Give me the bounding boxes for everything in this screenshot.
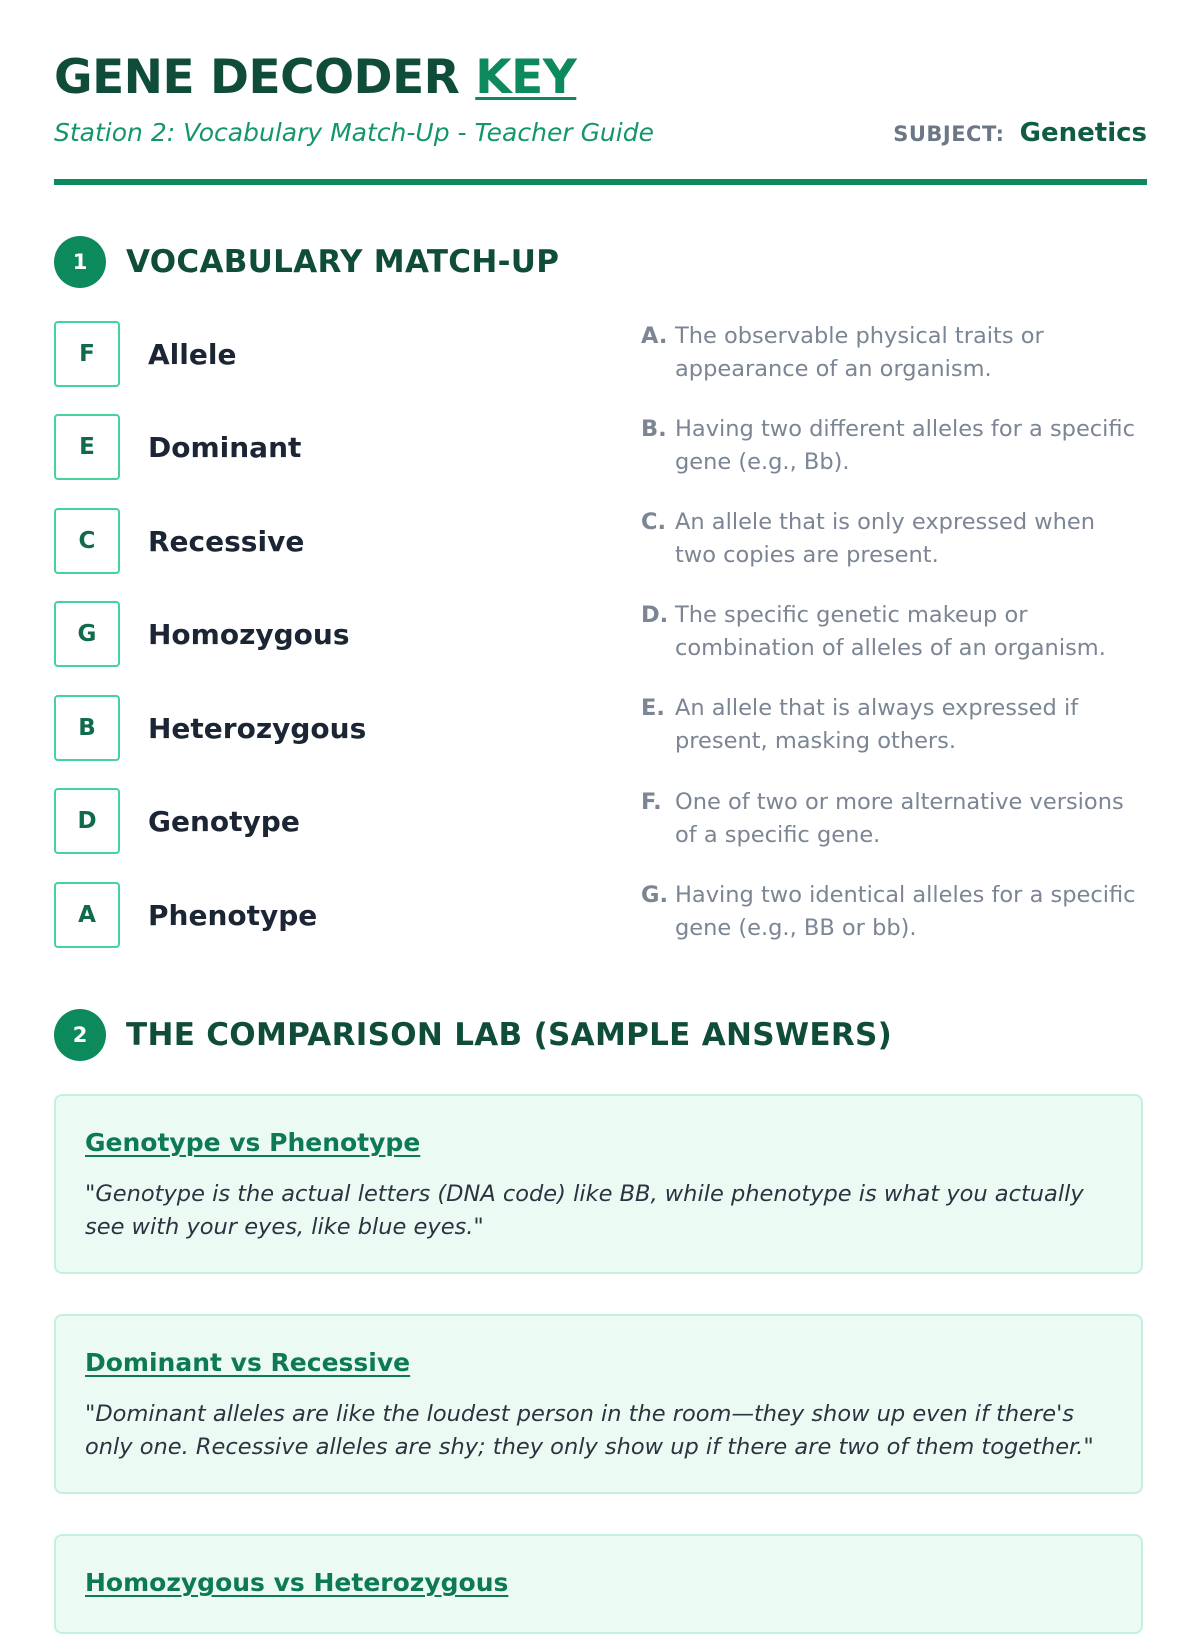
definition-text: An allele that is always expressed if present, masking others. [675,695,1079,754]
section-title: VOCABULARY MATCH-UP [126,244,560,280]
subject-field [893,118,1147,148]
comparison-title: Genotype vs Phenotype [85,1128,421,1157]
answer-box[interactable]: C [54,508,120,574]
term-label: Dominant [148,430,302,464]
comparison-card [54,1314,1143,1494]
term-row [54,601,350,667]
term-row [54,414,301,480]
definition-letter: A. [641,323,668,349]
definition-text: Having two different alleles for a specific gene (e.g., Bb). [675,416,1135,475]
definition-text: One of two or more alternative versions of a specific gene. [675,789,1124,848]
worksheet-page [54,0,1147,1597]
section-1-heading [54,235,559,289]
term-row [54,882,317,948]
term-row [54,788,300,854]
comparison-title: Dominant vs Recessive [85,1348,411,1377]
document-header [54,0,1147,186]
definition-letter: D. [641,602,669,628]
sample-answer: "Genotype is the actual letters (DNA code) like BB, while phenotype is what you actually see with your eyes, like blue eyes." [85,1181,1084,1240]
term-label: Phenotype [148,898,318,932]
sample-answer: "Dominant alleles are like the loudest person in the room—they show up even if there's only one. Recessive alleles are shy; they only show up if there are two of them together." [85,1401,1094,1460]
definition-letter: C. [641,509,667,535]
term-label: Recessive [148,524,305,558]
term-label: Homozygous [148,617,350,651]
definition-item [641,599,1141,665]
comparison-card [54,1534,1143,1634]
section-title: THE COMPARISON LAB (SAMPLE ANSWERS) [126,1017,893,1053]
definition-letter: B. [641,416,667,442]
term-row [54,695,366,761]
definition-item [641,413,1141,479]
document-title [54,50,576,105]
definition-letter: G. [641,882,669,908]
term-row [54,508,304,574]
subject-value: Genetics [1019,118,1147,148]
definition-text: The observable physical traits or appearance of an organism. [675,323,1044,382]
subject-label: SUBJECT: [893,122,1005,146]
definition-letter: E. [641,695,665,721]
definition-text: The specific genetic makeup or combination of alleles of an organism. [675,602,1106,661]
document-subtitle: Station 2: Vocabulary Match-Up - Teacher Guide [54,118,654,147]
term-label: Genotype [148,804,300,838]
answer-box[interactable]: F [54,321,120,387]
term-label: Allele [148,337,237,371]
definition-item [641,879,1141,945]
answer-box[interactable]: G [54,601,120,667]
title-key-word: KEY [475,50,577,105]
definition-text: An allele that is only expressed when two copies are present. [675,509,1096,568]
term-row [54,321,236,387]
answer-box[interactable]: B [54,695,120,761]
definition-item [641,506,1141,572]
section-2-heading [54,1008,892,1062]
definition-letter: F. [641,789,662,815]
definition-text: Having two identical alleles for a specific gene (e.g., BB or bb). [675,882,1136,941]
definition-item [641,692,1141,758]
answer-box[interactable]: D [54,788,120,854]
answer-box[interactable]: E [54,414,120,480]
header-divider [54,179,1147,185]
section-number-badge: 2 [54,1009,106,1061]
term-label: Heterozygous [148,711,367,745]
comparison-title: Homozygous vs Heterozygous [85,1568,509,1597]
answer-box[interactable]: A [54,882,120,948]
definition-item [641,786,1141,852]
definition-item [641,320,1141,386]
title-main: GENE DECODER [54,50,476,105]
section-number-badge: 1 [54,236,106,288]
comparison-card [54,1094,1143,1274]
